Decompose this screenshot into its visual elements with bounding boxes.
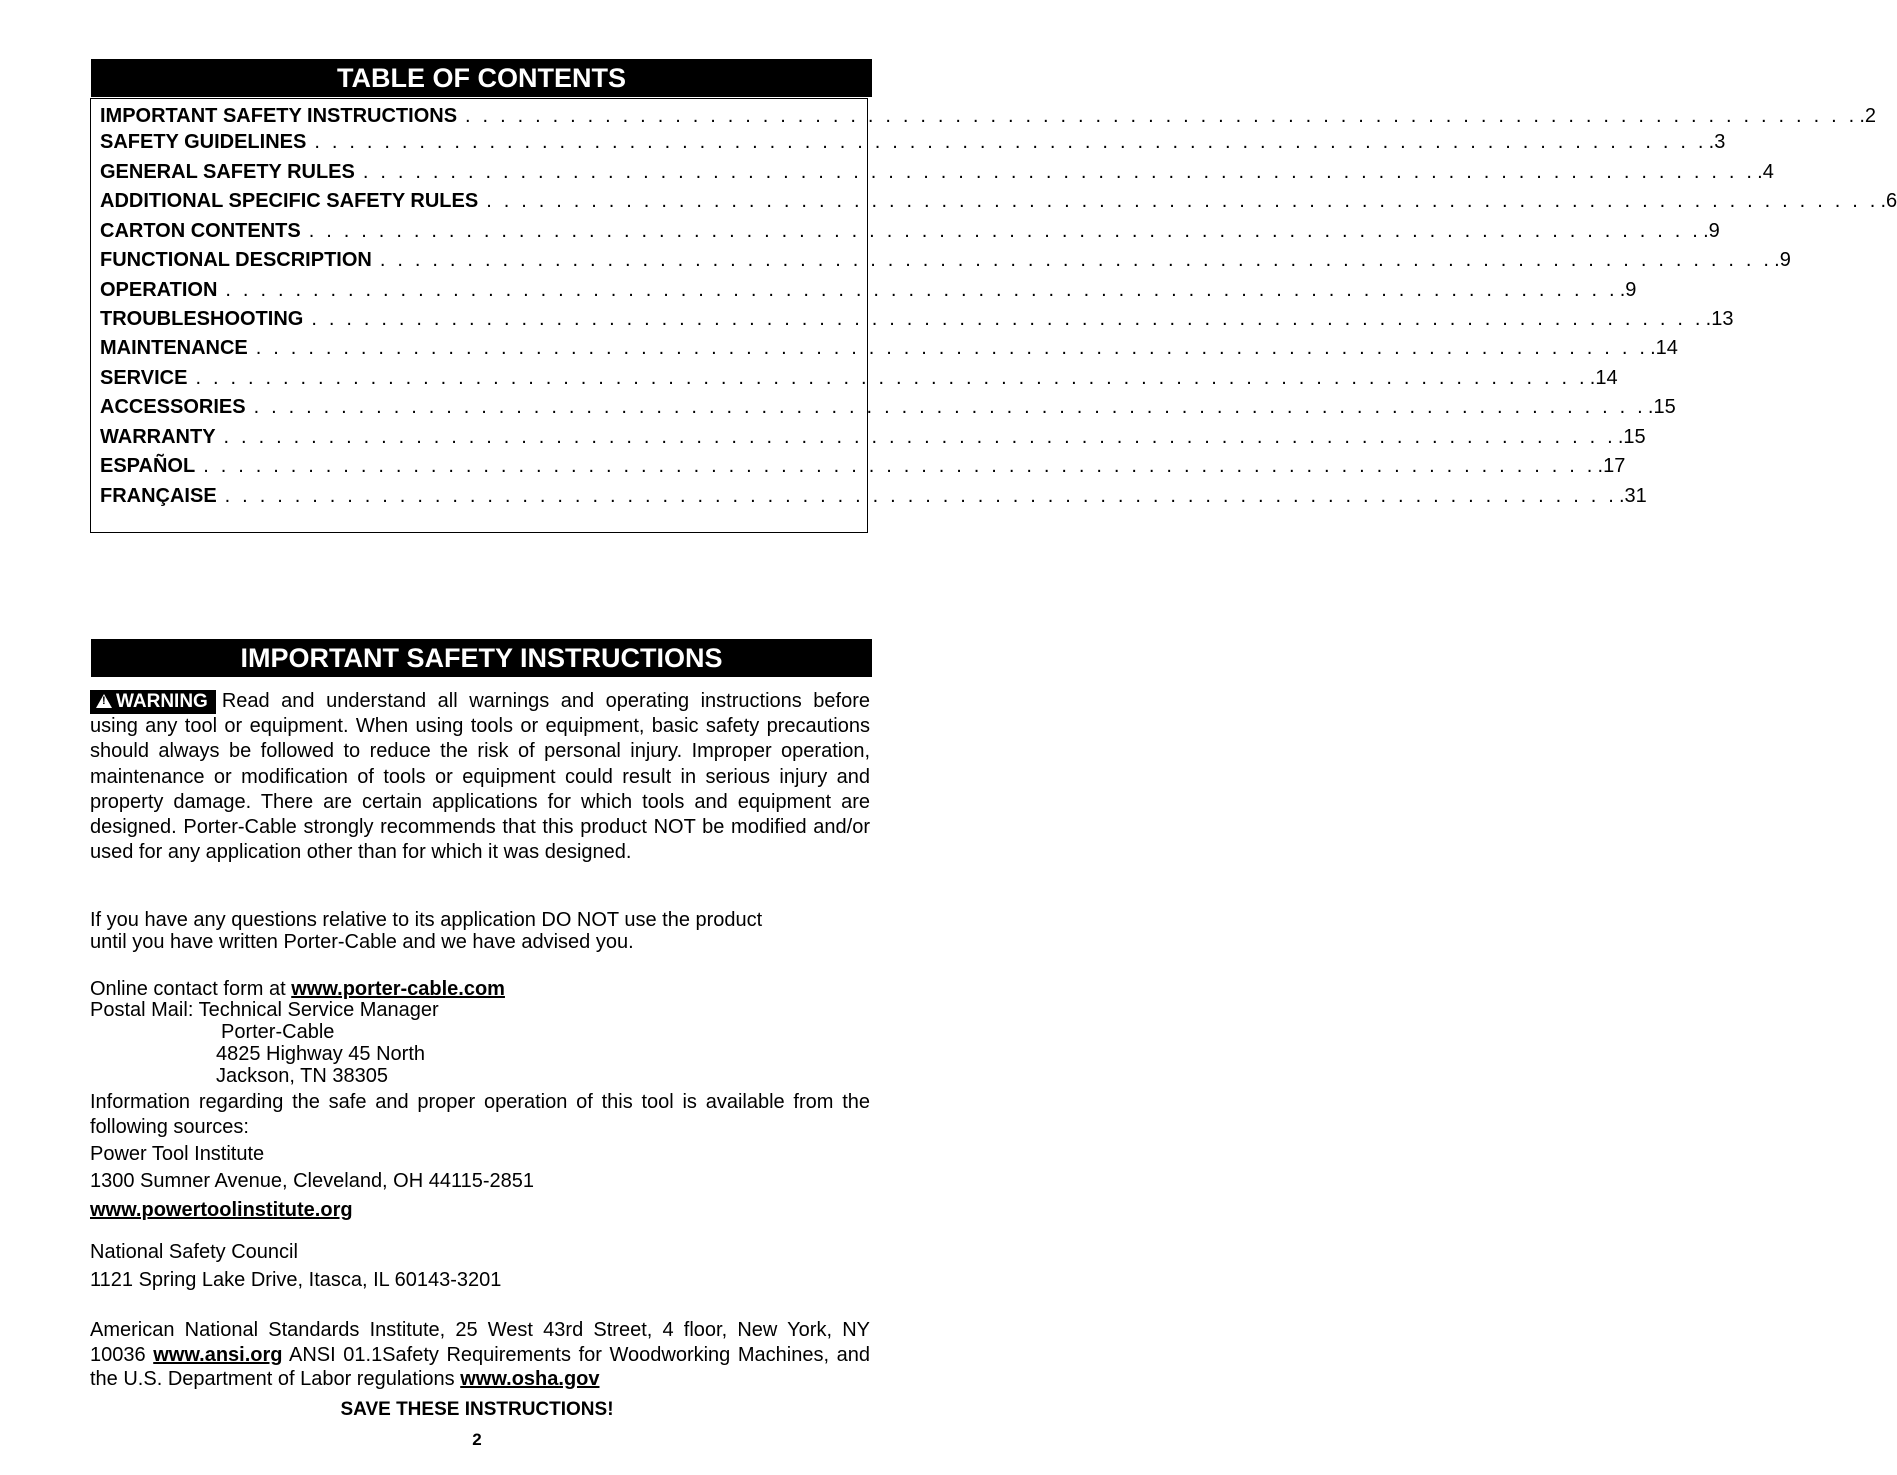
toc-entry[interactable] — [100, 484, 1647, 508]
toc-leader-dots: . . . . . . . . . . . . . . . . . . . . . . . . . . . . . . . . . . . . . . . . . . . . . . . . . . . . . . . . . . . . . . . . . . . . . . . . . . . . . . . . — [255, 337, 1649, 359]
postal-mail-label: Postal Mail: Technical Service Manager — [90, 999, 439, 1021]
page-number: 2 — [472, 1430, 482, 1449]
toc-leader-dots: . . . . . . . . . . . . . . . . . . . . . . . . . . . . . . . . . . . . . . . . . . . . . . . . . . . . . . . . . . . . . . . . . . . . . . . . . . . . . . . . — [223, 426, 1616, 448]
questions-line-2: until you have written Porter-Cable and we have advised you. — [90, 931, 634, 953]
toc-entry[interactable] — [100, 395, 1676, 419]
toc-entry-page: .9 — [1774, 249, 1791, 271]
toc-entry[interactable] — [100, 219, 1720, 243]
warning-paragraph — [90, 689, 870, 865]
info-paragraph: Information regarding the safe and proper operation of this tool is available from the following sources: — [90, 1091, 870, 1139]
safety-heading: IMPORTANT SAFETY INSTRUCTIONS — [91, 639, 872, 677]
toc-entry[interactable] — [100, 307, 1734, 331]
toc-entry-page: .17 — [1597, 455, 1626, 477]
warning-label: WARNING — [116, 691, 208, 712]
ansi-text-1: American National Standards Institute, 25 West 43rd Street, 4 floor, New York, NY 10036 — [90, 1319, 870, 1366]
toc-entry-title: MAINTENANCE — [100, 337, 248, 359]
toc-leader-dots: . . . . . . . . . . . . . . . . . . . . . . . . . . . . . . . . . . . . . . . . . . . . . . . . . . . . . . . . . . . . . . . . . . . . . . . . . . . . . . . . — [225, 279, 1618, 301]
warning-badge — [90, 690, 216, 714]
toc-entry-page: .2 — [1859, 105, 1877, 127]
toc-entry-page: .6 — [1880, 190, 1897, 212]
ansi-paragraph — [90, 1318, 870, 1392]
toc-entry-title: TROUBLESHOOTING — [100, 308, 304, 330]
ansi-text-2: ANSI 01.1Safety Requirements for Woodworking Machines, and the U.S. Department of Labor regulations — [90, 1343, 871, 1390]
toc-entry-page: .9 — [1703, 220, 1720, 242]
toc-leader-dots: . . . . . . . . . . . . . . . . . . . . . . . . . . . . . . . . . . . . . . . . . . . . . . . . . . . . . . . . . . . . . . . . . . . . . . . . . . . . . . . . — [379, 249, 1773, 271]
toc-entry-page: .15 — [1647, 396, 1676, 418]
toc-entry[interactable] — [100, 248, 1791, 272]
toc-entry-title: ESPAÑOL — [100, 455, 196, 477]
toc-entry-page: .4 — [1757, 161, 1774, 183]
table-of-contents — [90, 98, 1897, 533]
toc-entry-title: GENERAL SAFETY RULES — [100, 161, 355, 183]
toc-entry-page: .9 — [1619, 279, 1637, 301]
toc-entry[interactable] — [100, 425, 1646, 449]
toc-leader-dots: . . . . . . . . . . . . . . . . . . . . . . . . . . . . . . . . . . . . . . . . . . . . . . . . . . . . . . . . . . . . . . . . . . . . . . . . . . . . . . . . — [314, 131, 1707, 153]
toc-entry-page: .14 — [1589, 367, 1618, 389]
toc-heading: TABLE OF CONTENTS — [91, 59, 872, 97]
warning-text: Read and understand all warnings and operating instructions before using any tool or equipment. When using tools or equipment, basic safety precautions should always be followed to reduce the risk of personal injury. Improper operation, maintenance or modification of tools or equipment could result in serious injury and property damage. There are certain applications for which tools and equipment are designed. Porter-Cable strongly recommends that this product NOT be modified and/or used for any application other than for which it was designed. — [90, 690, 870, 864]
toc-entry[interactable] — [100, 278, 1637, 302]
toc-entry[interactable] — [100, 130, 1726, 154]
toc-leader-dots: . . . . . . . . . . . . . . . . . . . . . . . . . . . . . . . . . . . . . . . . . . . . . . . . . . . . . . . . . . . . . . . . . . . . . . . . . . . . . . . . — [203, 455, 1596, 477]
toc-entry-page: .14 — [1650, 337, 1678, 359]
toc-entry-title: FRANÇAISE — [100, 485, 217, 507]
porter-cable-link[interactable]: www.porter-cable.com — [291, 978, 505, 1000]
toc-entry-title: IMPORTANT SAFETY INSTRUCTIONS — [100, 105, 458, 127]
online-contact-label: Online contact form at — [90, 978, 292, 1000]
toc-leader-dots: . . . . . . . . . . . . . . . . . . . . . . . . . . . . . . . . . . . . . . . . . . . . . . . . . . . . . . . . . . . . . . . . . . . . . . . . . . . . . . . . — [311, 308, 1704, 330]
toc-entry-title: CARTON CONTENTS — [100, 220, 301, 242]
ansi-link[interactable]: www.ansi.org — [153, 1343, 283, 1366]
pti-address: 1300 Sumner Avenue, Cleveland, OH 44115-2851 — [90, 1170, 535, 1192]
pti-link-row — [90, 1199, 353, 1221]
save-instructions: SAVE THESE INSTRUCTIONS! — [340, 1399, 614, 1420]
toc-entry-title: SAFETY GUIDELINES — [100, 131, 307, 153]
toc-entry-page: .3 — [1708, 131, 1726, 153]
toc-entry-title: WARRANTY — [100, 426, 216, 448]
toc-entry[interactable] — [100, 160, 1774, 184]
toc-leader-dots: . . . . . . . . . . . . . . . . . . . . . . . . . . . . . . . . . . . . . . . . . . . . . . . . . . . . . . . . . . . . . . . . . . . . . . . . . . . . . . . . — [308, 220, 1702, 242]
toc-entry-title: ADDITIONAL SPECIFIC SAFETY RULES — [100, 190, 479, 212]
pti-name: Power Tool Institute — [90, 1143, 265, 1165]
toc-leader-dots: . . . . . . . . . . . . . . . . . . . . . . . . . . . . . . . . . . . . . . . . . . . . . . . . . . . . . . . . . . . . . . . . . . . . . . . . . . . . . . . . — [486, 190, 1879, 212]
nsc-name: National Safety Council — [90, 1241, 298, 1263]
toc-entry-page: .13 — [1705, 308, 1734, 330]
toc-entry-title: FUNCTIONAL DESCRIPTION — [100, 249, 372, 271]
address-company: Porter-Cable — [221, 1021, 335, 1043]
questions-line-1: If you have any questions relative to its application DO NOT use the product — [90, 909, 763, 931]
toc-leader-dots: . . . . . . . . . . . . . . . . . . . . . . . . . . . . . . . . . . . . . . . . . . . . . . . . . . . . . . . . . . . . . . . . . . . . . . . . . . . . . . . . — [362, 161, 1756, 183]
toc-leader-dots: . . . . . . . . . . . . . . . . . . . . . . . . . . . . . . . . . . . . . . . . . . . . . . . . . . . . . . . . . . . . . . . . . . . . . . . . . . . . . . . . — [465, 105, 1858, 127]
osha-link[interactable]: www.osha.gov — [460, 1368, 600, 1390]
toc-entry[interactable] — [100, 454, 1626, 478]
toc-entry-page: .15 — [1617, 426, 1646, 448]
toc-entry[interactable] — [100, 366, 1618, 390]
nsc-address: 1121 Spring Lake Drive, Itasca, IL 60143-3201 — [90, 1269, 502, 1291]
toc-entry[interactable] — [100, 104, 1877, 128]
toc-entry[interactable] — [100, 189, 1897, 213]
toc-entry-title: ACCESSORIES — [100, 396, 246, 418]
pti-link[interactable]: www.powertoolinstitute.org — [90, 1199, 353, 1221]
address-street: 4825 Highway 45 North — [216, 1043, 426, 1065]
warning-triangle-icon — [96, 694, 112, 708]
toc-leader-dots: . . . . . . . . . . . . . . . . . . . . . . . . . . . . . . . . . . . . . . . . . . . . . . . . . . . . . . . . . . . . . . . . . . . . . . . . . . . . . . . . — [195, 367, 1588, 389]
toc-entry-page: .31 — [1618, 485, 1647, 507]
address-city: Jackson, TN 38305 — [216, 1065, 388, 1087]
toc-entry-title: SERVICE — [100, 367, 188, 389]
toc-leader-dots: . . . . . . . . . . . . . . . . . . . . . . . . . . . . . . . . . . . . . . . . . . . . . . . . . . . . . . . . . . . . . . . . . . . . . . . . . . . . . . . . — [253, 396, 1646, 418]
toc-entry-title: OPERATION — [100, 279, 218, 301]
online-contact — [90, 978, 505, 1000]
toc-leader-dots: . . . . . . . . . . . . . . . . . . . . . . . . . . . . . . . . . . . . . . . . . . . . . . . . . . . . . . . . . . . . . . . . . . . . . . . . . . . . . . . . — [224, 485, 1617, 507]
toc-entry[interactable] — [100, 336, 1678, 360]
